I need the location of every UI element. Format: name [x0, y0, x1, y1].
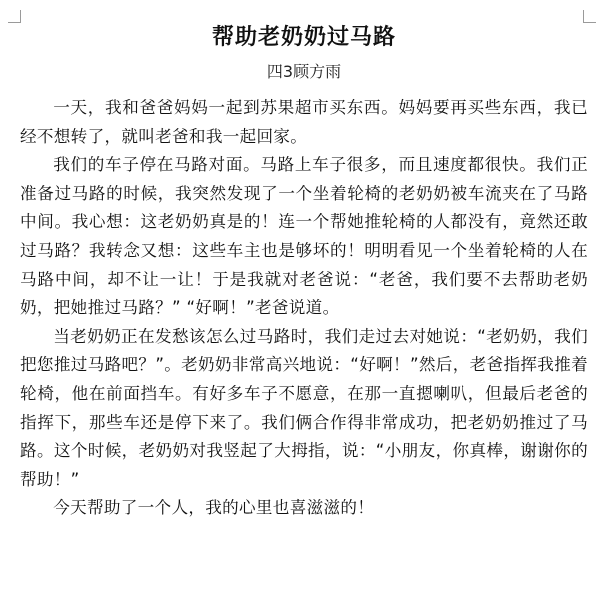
document-author: 四3顾方雨 — [266, 62, 342, 81]
paragraph-4: 今天帮助了一个人，我的心里也喜滋滋的！ — [53, 498, 375, 518]
paragraph-3: 当老奶奶正在发愁该怎么过马路时，我们走过去对她说：“老奶奶，我们把您推过马路吧？”。老奶奶非常高兴地说：“好啊！”然后，老爸指挥我推着轮椅，他在前面挡车。有好多车子不愿意，在那一直摁喇叭，但最后老爸的指挥下，那些车还是停下来了。我们俩合作得非常成功，把老奶奶推过了马路。这个时候，老奶奶对我竖起了大拇指，说：“小朋友，你真棒，谢谢你的帮助！” — [20, 326, 588, 489]
paragraph-2: 我们的车子停在马路对面。马路上车子很多，而且速度都很快。我们正准备过马路的时候，我突然发现了一个坐着轮椅的老奶奶被车流夹在了马路中间。我心想：这老奶奶真是的！连一个帮她推轮椅的人都没有，竟然还敢过马路？我转念又想：这些车主也是够坏的！明明看见一个坐着轮椅的人在马路中间，却不让一让！于是我就对老爸说：“老爸，我们要不去帮助老奶奶，把她推过马路？” “好啊！”老爸说道。 — [20, 155, 588, 318]
document-page — [20, 18, 588, 523]
paragraph-1: 一天，我和爸爸妈妈一起到苏果超市买东西。妈妈要再买些东西，我已经不想转了，就叫老爸和我一起回家。 — [20, 98, 588, 146]
document-title: 帮助老奶奶过马路 — [211, 25, 396, 50]
